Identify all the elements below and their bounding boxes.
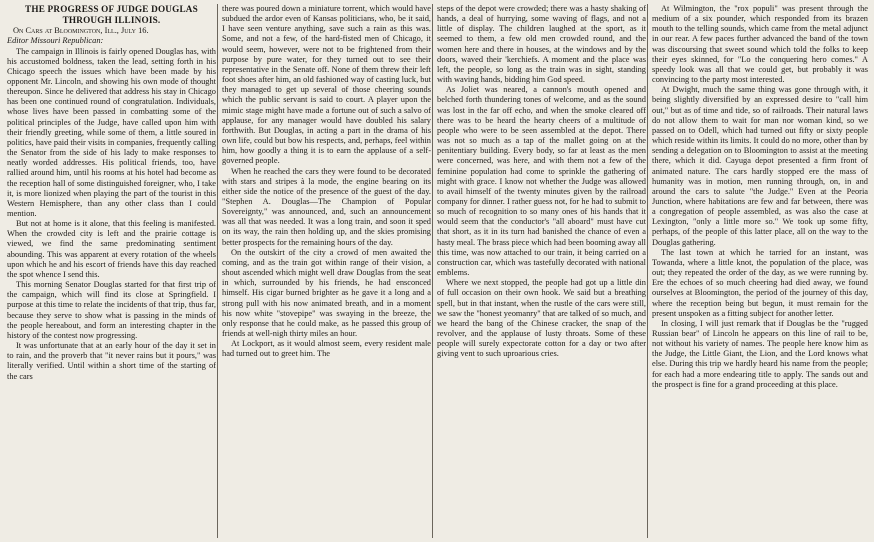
column-rule: [432, 4, 433, 538]
paragraph: But not at home is it alone, that this feeling is manifested. When the crowded city is left and the prairie cottage is viewed, we find the same predominating sentiment abounding. This was apparent at every rotation of the wheels upon which he and his escort of friends have this day reached the spot whence I send this.: [7, 219, 216, 279]
column-rule: [647, 4, 648, 538]
paragraph: At Lockport, as it would almost seem, every resident male had turned out to greet him. The: [222, 339, 431, 359]
paragraph: there was poured down a miniature torrent, which would have subdued the ardor even of Kansas politicians, who, be it said, I have seen venture anything, save such a rain as this was. Some, and not a few, of the hard-fisted men of Chicago, it would seem, however, were not to be frightened from their purpose by pure water, for they turned out to see their representative in the Senate off. None of them threw their left foot shoes after him, an old fashioned way of casting luck, but they managed to get up several of those cheering sounds which the public servant is said to court. A player upon the mimic stage might have made a fortune out of such a salvo of applause, for any manager would have doubled his salary forthwith. But Douglas, in acting a part in the drama of his own life, could but bow his respects, and, perhaps, feel within him, how goodly a thing it is to earn the applause of a self-governed people.: [222, 4, 431, 166]
paragraph: The campaign in Illinois is fairly opened Douglas has, with his accustomed boldness, taken the lead, setting forth in his Chicago speech the issues which have been made by his opponent Mr. Lincoln, and showing his own mode of thought thereupon. Since he delivered that address his stay in Chicago has been one continued round of congratulation. Individuals, whose lives have been passed in combatting some of the political principles of the Judge, have called upon him with their friendly greeting, while some of them, a little soured in politics, have paid their visits in companies, frequently calling the Senator from the side of his lady to make responses to neatly worded addresses. His political friends, too, have rallied around him, until his rooms at his hotel had become as the reception hall of some distinguished foreigner, who, I take it, is more lionized when playing the part of the tourist in this Western Hemisphere, than any other class than I could mention.: [7, 46, 216, 218]
column-2: [222, 4, 431, 542]
article-salutation: Editor Missouri Republican:: [7, 36, 104, 46]
paragraph: The last town at which he tarried for an instant, was Towanda, where a little knot, the population of the place, was out; they repeated the order of the day, as we were running by. Ere the echoes of so much cheering had died away, we found ourselves at Bloomington, the period of the journey of this day, where the reception being but begun, it must remain for the present unspoken as a fitting subject for another letter.: [652, 247, 868, 318]
paragraph: At Wilmington, the "rox populi" was present through the medium of a six pounder, which responded from its brazen mouth to the telling sounds, which came from the metal adjunct in our rear. A few paces further advanced the band of the town was discoursing that sweet sound which told the folks to keep their eyes skinned, for "Lo the conquering hero comes." A speedy look was all that we could get, but probably it was convincing to the party most interested.: [652, 4, 868, 85]
paragraph: steps of the depot were crowded; there was a hasty shaking of hands, a deal of hurrying, some waving of flags, and not a little of display. The children laughed at the sport, as it seemed to them, a few old men crowded round, and the women here and there in houses, at the windows and by the doors, waved their 'kerchiefs. A moment and the place was left, the people, so long as the train was in sight, standing with waving hands, bidding him God speed.: [437, 4, 646, 85]
column-4: [652, 4, 868, 542]
paragraph: On the outskirt of the city a crowd of men awaited the coming, and as the train got within range of their vision, a shout ascended which might well draw Douglas from the seat in which, surrounded by his friends, he had ensconced himself. His cigar burned brighter as he gave it a long and a strong pull with his now animated breath, and in a moment his now white "stovepipe" was swaying in the breeze, the only response that he could make, as he passed this group of friends at well-nigh thirty miles an hour.: [222, 247, 431, 338]
paragraph: When he reached the cars they were found to be decorated with stars and stripes à la mode, the engine bearing on its either side the notice of the presence of the guest of the day. "Stephen A. Douglas—The Champion of Popular Sovereignty," was announced, and, such an announcement was all that was needed. It was a long train, and soon it sped on its way, the rain then holding up, and the skies promising better prospects for the remaining hours of the day.: [222, 166, 431, 247]
column-rule: [217, 4, 218, 538]
column-3: [437, 4, 646, 542]
dateline-text: On Cars at Bloomington, Ill., July 16.: [13, 26, 149, 36]
paragraph: At Dwight, much the same thing was gone through with, it being slightly diversified by an expressed desire to "call him out," but as of time and tide, so of railroads. Their natural laws do not allow them to wait for man nor woman kind, so we passed on to Odell, which had turned out fifty or sixty people which reside within its limits. It could do no more, other than by sending a delegation on to Bloomington to assist at the meeting there, which it did. Cayuga depot presented a firm front of animated nature. The cars hardly stopped ere the mass of humanity was in motion, men running through, on, in and around the cars to salute "the Judge." Even at the Peoria Junction, where habitations are few and far between, there was a congregation of people assembled, as was also the case at Lexington, "only a little more so." We took up some fifty, perhaps, of the people of this latter place, all on the way to the Douglas gathering.: [652, 85, 868, 247]
paragraph: As Joliet was neared, a cannon's mouth opened and belched forth thundering tones of welcome, and as the sound was lost in the far off echo, and when the smoke cleared off there was to be heard the hearty cheers of a multitude of people who were to be seen assembled at the depot. There was not so much as a tap of the mallet going on at the penitentiary building. Every body, so far at least as the men were concerned, was here, and with them not a few of the feminine population had come to sprinkle the gathering of might with grace. I know not whether the Judge was allowed to avail himself of the twenty minutes given by the railroad company for dinner. I rather guess not, for he had to submit to so much of recognition to so many ones of his hands that it would seem that the conductor's "all aboard" must have cut that short, as it in its turn had banished the chance of even a hasty meal. The brass piece which had been booming away all this time, was now attached to our train, it being carried on a construction car, which was tastefully decorated with national emblems.: [437, 85, 646, 278]
paragraph: In closing, I will just remark that if Douglas be the "rugged Russian bear" of Lincoln he appears on this line of rail to be, not without his variety of names. The people here know him as the Judge, the Little Giant, the Lion, and the Lord knows what else. During this trip we hardly heard his name from the people; for each had a more endearing title to apply. The sands out and the prospect is fine for a grand proceeding at this place.: [652, 318, 868, 389]
paragraph: This morning Senator Douglas started for that first trip of the campaign, which will find its close at Springfield. I purpose at this time to relate the incidents of that trip, thus far, because they serve to show what is passing in the minds of the people hereabout, and form an interesting chapter in the history of the contest now progressing.: [7, 280, 216, 340]
paragraph: It was unfortunate that at an early hour of the day it set in to rain, and the proverb that "it never rains but it pours," was literally verified. Until within a short time of the starting of the cars: [7, 341, 216, 381]
article-headline: THE PROGRESS OF JUDGE DOUGLAS THROUGH ILLINOIS.: [25, 4, 198, 25]
article-dateline: [13, 26, 216, 36]
paragraph: Where we next stopped, the people had got up a little din of full occasion on their own hook. We said but a breathing spell, but in that instant, when the rustle of the cars were still, we saw the "honest yeomanry" that are talked of so much, and we heard the bang of the Chinese cracker, the snap of the revolver, and the applause of lusty throats. Some of these people will surely expectorate cotton for a day or two after giving vent to such uproarious cries.: [437, 278, 646, 359]
column-1: [7, 4, 216, 542]
